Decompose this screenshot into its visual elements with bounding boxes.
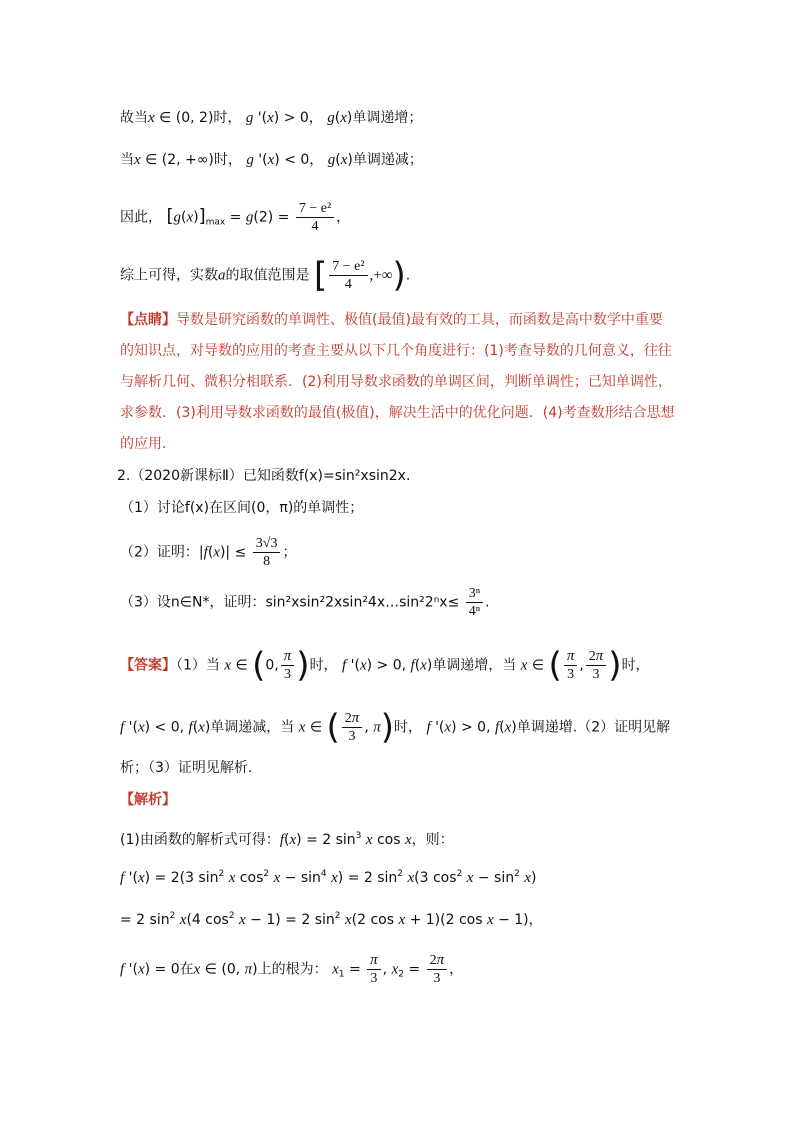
answer-line-1: 【答案】（1）当 x ∈ (0, $\frac{\pi}{3}$ )时， f '(x) > 0, f(x)单调递增，当 x ∈ ( $\frac{\pi}{3}$ , $\frac{2\pi}{3}$ )时，	[120, 645, 650, 686]
solution-step-1: (1)由函数的解析式可得：f(x) = 2 $\sin^3 x$ cos x，则：	[120, 831, 454, 848]
solution-step-4: f '(x) = 0在x ∈ (0, π)上的根为： $x_1$ = $\frac{\pi}{3}$ , $x_2$ = $\frac{2\pi}{3}$ ，	[120, 952, 464, 986]
line-increasing: 故当x ∈ (0, 2)时， g '(x) > 0， g(x)单调递增；	[120, 110, 423, 126]
solution-step-2: f '(x) = 2(3 $\sin^2 x$ $\cos^2 x - \sin^4 x) = 2$ $\sin^2 x(3$ $\cos^2 x - \sin^2 x$)	[120, 869, 537, 886]
line-max-value: 因此， $[g(x)]_{max} = g(2)$ = $\frac{\text{7 − e²}}{4}$ ，	[120, 201, 351, 234]
q2-title: 2.（2020新课标Ⅱ）已知函数f(x)=sin²xsin2x.	[117, 468, 411, 484]
line-range-conclusion: 综上可得，实数a的取值范围是 [ $\frac{\text{7 − e²}}{4}$ ,+∞).	[120, 255, 411, 296]
q2-part3: （3）设n∈N*，证明：sin²xsin²2xsin²4x…sin²2ⁿx≤ $\frac{\text{3ⁿ}}{\text{4ⁿ}}$ .	[120, 586, 490, 619]
q2-part1: （1）讨论f(x)在区间(0，π)的单调性；	[120, 500, 364, 516]
jiexi-tag: 【解析】	[120, 792, 176, 808]
solution-step-3: = 2 $\sin^2 x(4$ $\cos^2 x - 1) = 2$ $\sin^2 x(2$ cos x + 1)(2 cos x − 1)，	[120, 911, 543, 928]
line-decreasing: 当x ∈ (2, +∞)时， g '(x) < 0， g(x)单调递减；	[120, 152, 423, 168]
answer-line-3: 析；（3）证明见解析.	[120, 760, 253, 776]
dianjing-paragraph: 【点睛】导数是研究函数的单调性、极值(最值)最有效的工具，而函数是高中数学中重要的知识点，对导数的应用的考查主要从以下几个角度进行：(1)考查导数的几何意义，往往与解析几何、微积分相联系．(2)利用导数求函数的单调区间，判断单调性；已知单调性，求参数．(3)利用导数求函数的最值(极值)，解决生活中的优化问题．(4)考查数形结合思想的应用．	[120, 312, 675, 452]
q2-part2: （2）证明：|f(x)| ≤ $\frac{3√3}{8}$ ；	[120, 536, 297, 569]
answer-line-2: f '(x) < 0, f(x)单调递减，当 x ∈ ( $\frac{2\pi}{3}$ , π)时， f '(x) > 0, f(x)单调递增.（2）证明见解	[120, 707, 671, 748]
